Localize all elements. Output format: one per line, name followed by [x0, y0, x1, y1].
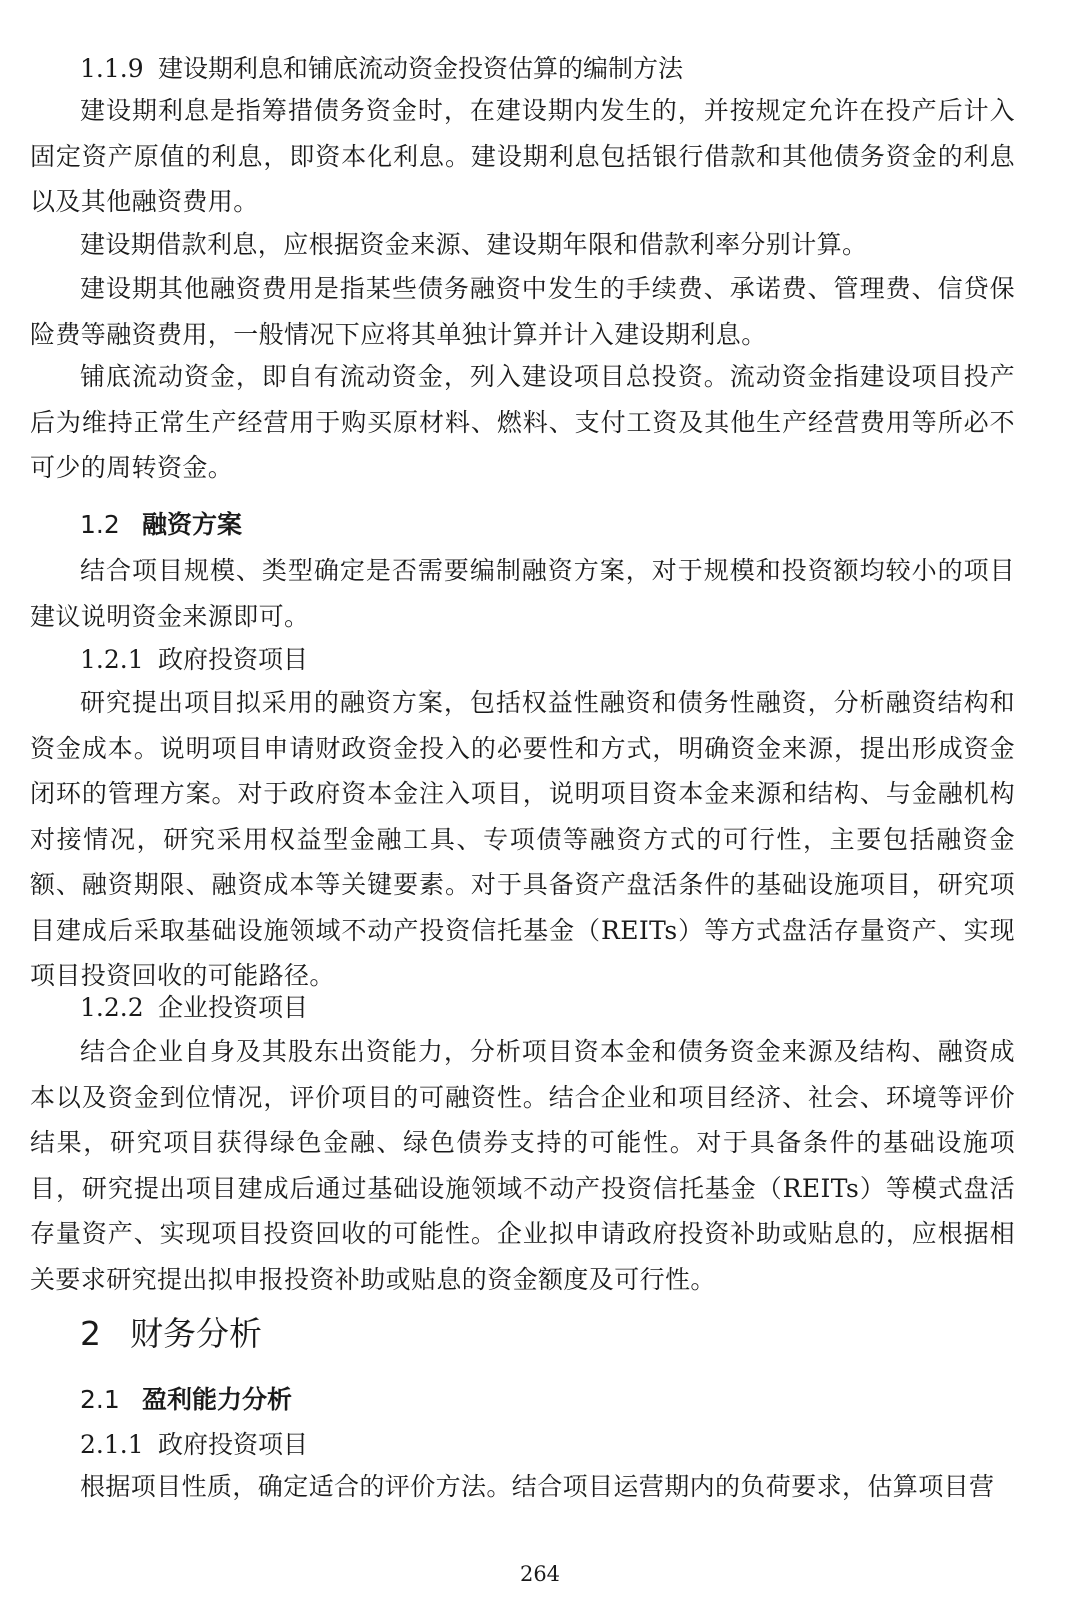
section-number: 2.1	[80, 1385, 120, 1414]
section-title: 盈利能力分析	[142, 1385, 293, 1414]
page-number: 264	[519, 1562, 561, 1586]
paragraph-working-capital: 铺底流动资金，即自有流动资金，列入建设项目总投资。流动资金指建设项目投产后为维持正常生产经营用于购买原材料、燃料、支付工资及其他生产经营费用等所必不可少的周转资金。	[30, 362, 1015, 482]
section-number: 2.1.1	[80, 1430, 144, 1459]
heading-1-2-2	[30, 985, 1065, 1030]
heading-1-2	[30, 505, 1065, 545]
paragraph-enterprise-financing: 结合企业自身及其股东出资能力，分析项目资本金和债务资金来源及结构、融资成本以及资金到位情况，评价项目的可融资性。结合企业和项目经济、社会、环境等评价结果，研究项目获得绿色金融、绿色债券支持的可能性。对于具备条件的基础设施项目，研究提出项目建成后通过基础设施领域不动产投资信托基金（REITs）等模式盘活存量资产、实现项目投资回收的可能性。企业拟申请政府投资补助或贴息的，应根据相关要求研究提出拟申报投资补助或贴息的资金额度及可行性。	[30, 1037, 1015, 1294]
section-title: 建设期利息和铺底流动资金投资估算的编制方法	[158, 54, 684, 83]
section-title: 政府投资项目	[158, 645, 309, 674]
section-number: 1.2.2	[80, 993, 144, 1022]
heading-1-1-9	[30, 46, 1065, 91]
section-number: 1.1.9	[80, 54, 144, 83]
heading-2-1-1	[30, 1422, 1065, 1467]
paragraph-government-financing: 研究提出项目拟采用的融资方案，包括权益性融资和债务性融资，分析融资结构和资金成本。说明项目申请财政资金投入的必要性和方式，明确资金来源，提出形成资金闭环的管理方案。对于政府资本金注入项目，说明项目资本金来源和结构、与金融机构对接情况，研究采用权益型金融工具、专项债等融资方式的可行性，主要包括融资金额、融资期限、融资成本等关键要素。对于具备资产盘活条件的基础设施项目，研究项目建成后采取基础设施领域不动产投资信托基金（REITs）等方式盘活存量资产、实现项目投资回收的可能路径。	[30, 688, 1015, 990]
paragraph-loan-interest: 建设期借款利息，应根据资金来源、建设期年限和借款利率分别计算。	[80, 230, 868, 259]
paragraph-profitability-method: 根据项目性质，确定适合的评价方法。结合项目运营期内的负荷要求，估算项目营	[80, 1472, 995, 1501]
section-number: 1.2	[80, 510, 120, 539]
heading-2	[30, 1312, 1065, 1356]
heading-1-2-1	[30, 637, 1065, 682]
section-number: 1.2.1	[80, 645, 144, 674]
section-title: 政府投资项目	[158, 1430, 309, 1459]
section-title: 企业投资项目	[158, 993, 309, 1022]
paragraph-financing-plan-intro: 结合项目规模、类型确定是否需要编制融资方案，对于规模和投资额均较小的项目建议说明资金来源即可。	[30, 556, 1015, 631]
section-number: 2	[80, 1314, 101, 1353]
paragraph-construction-interest: 建设期利息是指筹措债务资金时，在建设期内发生的，并按规定允许在投产后计入固定资产原值的利息，即资本化利息。建设期利息包括银行借款和其他债务资金的利息以及其他融资费用。	[30, 96, 1015, 216]
section-title: 财务分析	[130, 1314, 262, 1353]
section-title: 融资方案	[142, 510, 243, 539]
paragraph-other-financing-fees: 建设期其他融资费用是指某些债务融资中发生的手续费、承诺费、管理费、信贷保险费等融资费用，一般情况下应将其单独计算并计入建设期利息。	[30, 274, 1015, 349]
heading-2-1	[30, 1380, 1065, 1420]
